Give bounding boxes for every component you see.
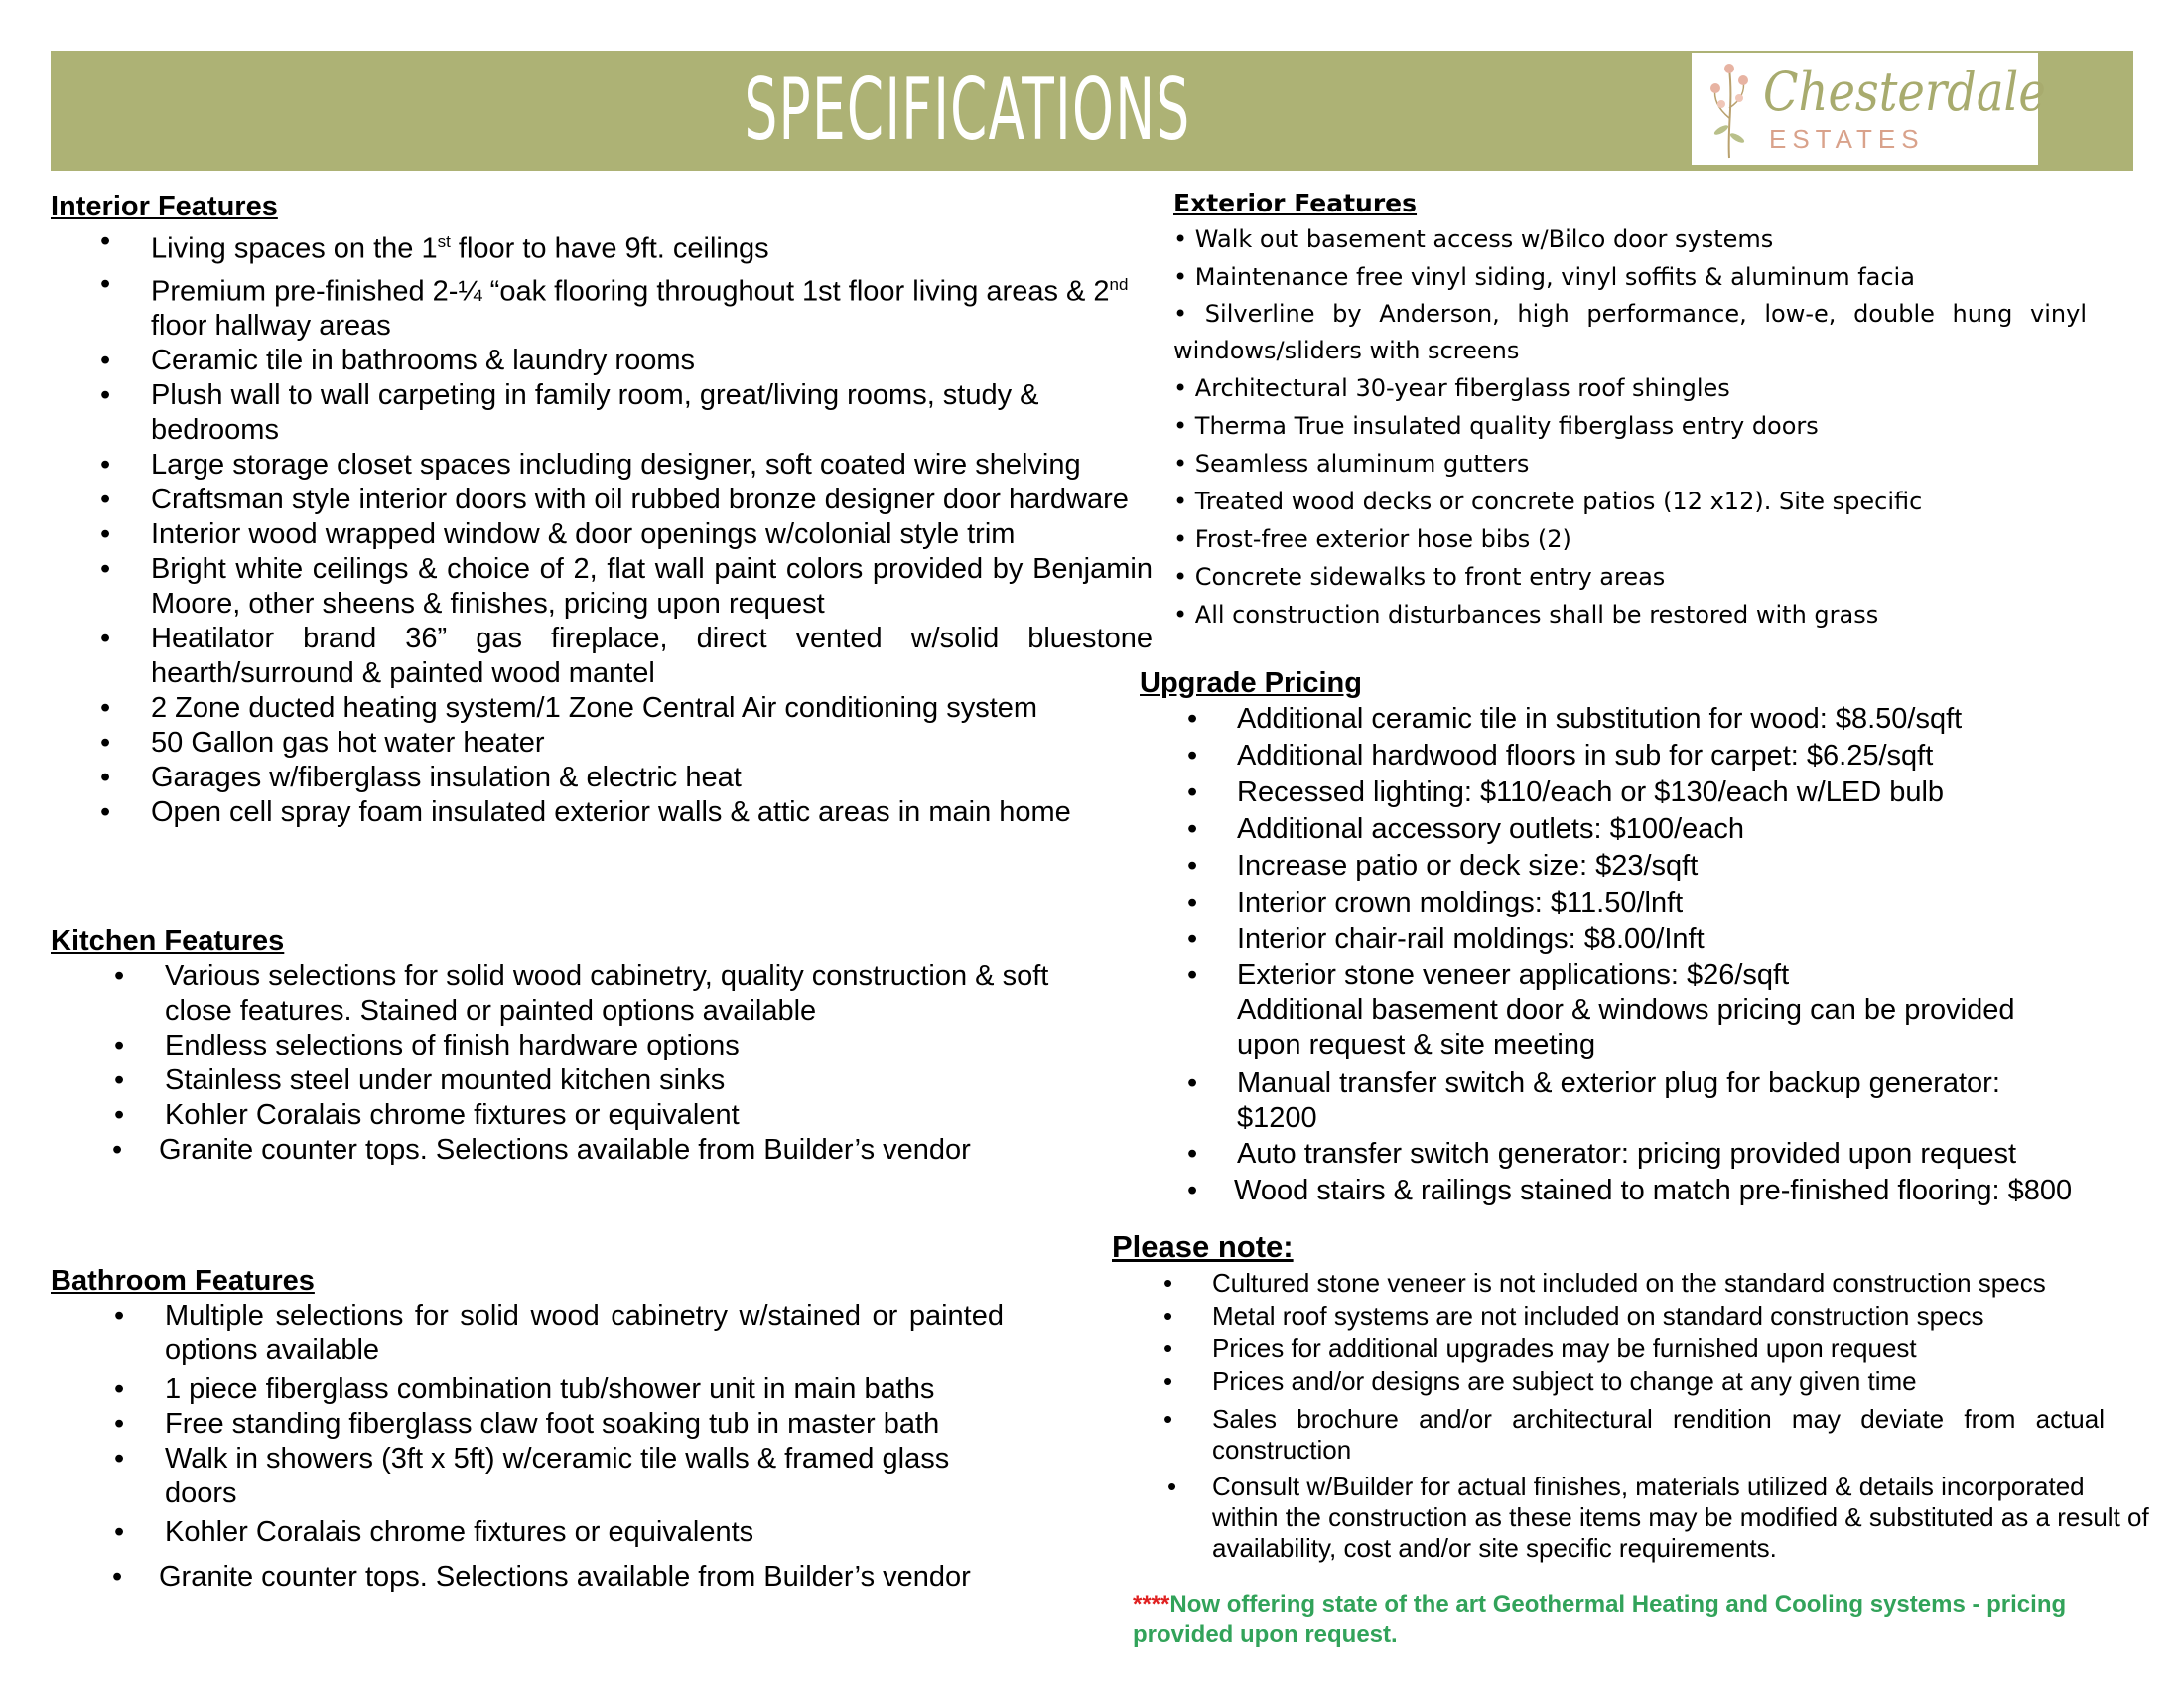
bullet-icon: • xyxy=(1187,813,1198,845)
notice-stars: **** xyxy=(1133,1591,1170,1618)
list-item: • Increase patio or deck size: $23/sqft xyxy=(1140,848,2132,885)
list-item: • Additional ceramic tile in substitution for wood: $8.50/sqft xyxy=(1140,701,2132,738)
upgrade-pricing-section xyxy=(1140,665,2132,1209)
bullet-icon: • xyxy=(114,960,125,992)
bathroom-features-list xyxy=(51,1299,1004,1595)
bullet-icon: • xyxy=(1163,1334,1173,1363)
bullet-icon: • xyxy=(100,692,111,725)
bullet-icon: • xyxy=(114,1408,125,1440)
list-item: • Maintenance free vinyl siding, vinyl soffits & aluminum facia xyxy=(1173,263,1915,291)
bullet-icon: • xyxy=(100,727,111,760)
list-item: • Plush wall to wall carpeting in family room, great/living rooms, study & bedrooms xyxy=(100,379,1039,447)
bullet-icon: • xyxy=(1187,887,1198,918)
exterior-features-list xyxy=(1173,220,2087,633)
list-item: • Interior chair-rail moldings: $8.00/Inft xyxy=(1140,921,2132,958)
bullet-icon: • xyxy=(100,518,111,551)
bathroom-features-section xyxy=(51,1263,1083,1595)
section-heading: Interior Features xyxy=(51,191,278,222)
interior-features-section xyxy=(51,189,1153,830)
list-item: • Additional hardwood floors in sub for carpet: $6.25/sqft xyxy=(1140,738,2132,774)
list-item: • Bright white ceilings & choice of 2, flat wall paint colors provided by Benjamin Moore, other sheens & finishes, pricing upon request xyxy=(100,553,1153,621)
bullet-icon: • xyxy=(1163,1268,1173,1298)
list-item: • Premium pre-finished 2-¼ “oak flooring throughout 1st floor living areas & 2nd floor hallway areas xyxy=(100,267,1129,343)
exterior-features-section xyxy=(1173,187,2087,633)
bullet-icon: • xyxy=(114,1516,125,1548)
list-item: • Silverline by Anderson, high performance, low-e, double hung vinyl windows/sliders with screens xyxy=(1173,300,2087,364)
bullet-icon: • xyxy=(1187,740,1198,772)
bullet-icon: • xyxy=(100,225,111,257)
bullet-icon: • xyxy=(1187,703,1198,735)
bullet-icon: • xyxy=(1187,1067,1198,1099)
bullet-icon: • xyxy=(1167,1472,1177,1501)
bullet-icon: • xyxy=(1187,776,1198,808)
list-item: • Exterior stone veneer applications: $26/sqft Additional basement door & windows pricing can be provided upon request & site meeting xyxy=(1140,958,2132,1062)
notice-text: Now offering state of the art Geothermal Heating and Cooling systems - pricing provided upon request. xyxy=(1133,1591,2067,1648)
list-item: • Concrete sidewalks to front entry areas xyxy=(1173,563,1666,591)
section-heading: Exterior Features xyxy=(1173,189,1418,217)
list-item: • Architectural 30-year fiberglass roof shingles xyxy=(1173,374,1730,402)
bullet-icon: • xyxy=(100,553,111,586)
list-item: • Granite counter tops. Selections available from Builder’s vendor xyxy=(112,1134,971,1166)
list-item: • Prices for additional upgrades may be furnished upon request xyxy=(1163,1334,1917,1363)
bullet-icon: • xyxy=(100,449,111,482)
list-item: • Stainless steel under mounted kitchen sinks xyxy=(114,1064,726,1096)
list-item: • Kohler Coralais chrome fixtures or equivalent xyxy=(114,1099,740,1131)
upgrade-pricing-list xyxy=(1140,701,2132,1209)
bullet-icon: • xyxy=(100,379,111,412)
bullet-icon: • xyxy=(100,484,111,516)
bullet-icon: • xyxy=(1187,1175,1198,1206)
bullet-icon: • xyxy=(1163,1404,1173,1434)
page-title: SPECIFICATIONS xyxy=(744,61,1191,160)
bullet-icon: • xyxy=(114,1030,125,1061)
list-item: • Open cell spray foam insulated exterior walls & attic areas in main home xyxy=(100,796,1071,829)
list-item: • Interior crown moldings: $11.50/lnft xyxy=(1140,885,2132,921)
list-item: • Granite counter tops. Selections available from Builder’s vendor xyxy=(112,1561,971,1593)
list-item: • Seamless aluminum gutters xyxy=(1173,450,1530,478)
bullet-icon: • xyxy=(1187,923,1198,955)
list-item: • Endless selections of finish hardware options xyxy=(114,1030,740,1061)
bullet-icon: • xyxy=(100,623,111,655)
section-heading: Please note: xyxy=(1112,1229,1294,1264)
list-item: • Consult w/Builder for actual finishes, materials utilized & details incorporated within the construction as these items may be modified & substituted as a result of availability, cost and/or site specific requirements. xyxy=(1167,1472,2149,1563)
logo-subtitle: ESTATES xyxy=(1769,124,1925,154)
list-item: • Recessed lighting: $110/each or $130/each w/LED bulb xyxy=(1140,774,2132,811)
list-item: • Auto transfer switch generator: pricing provided upon request xyxy=(1140,1136,2132,1173)
list-item: • Prices and/or designs are subject to change at any given time xyxy=(1163,1366,1917,1396)
list-item: • Wood stairs & railings stained to match pre-finished flooring: $800 xyxy=(1140,1173,2132,1209)
bullet-icon: • xyxy=(114,1443,125,1475)
bullet-icon: • xyxy=(114,1064,125,1096)
bullet-icon: • xyxy=(1187,959,1198,991)
bullet-icon: • xyxy=(1163,1301,1173,1331)
list-item: • Cultured stone veneer is not included on the standard construction specs xyxy=(1163,1268,2046,1298)
list-item: • Walk in showers (3ft x 5ft) w/ceramic tile walls & framed glass doors xyxy=(114,1443,950,1509)
bullet-icon: • xyxy=(100,345,111,377)
list-item: • Kohler Coralais chrome fixtures or equivalents xyxy=(114,1516,754,1548)
list-item: • Frost-free exterior hose bibs (2) xyxy=(1173,525,1571,553)
list-item: • Treated wood decks or concrete patios (12 x12). Site specific xyxy=(1173,488,1923,515)
list-item: • Walk out basement access w/Bilco door systems xyxy=(1173,225,1774,253)
bullet-icon: • xyxy=(112,1561,123,1593)
kitchen-features-section xyxy=(51,923,1143,1168)
section-heading: Kitchen Features xyxy=(51,925,285,957)
bullet-icon: • xyxy=(114,1300,125,1332)
bullet-icon: • xyxy=(1187,1138,1198,1170)
list-item: • Sales brochure and/or architectural rendition may deviate from actual construction xyxy=(1163,1404,2105,1465)
list-item: • Living spaces on the 1st floor to have 9ft. ceilings xyxy=(100,225,769,265)
list-item: • Ceramic tile in bathrooms & laundry rooms xyxy=(100,345,695,377)
section-heading: Upgrade Pricing xyxy=(1140,667,1362,699)
list-item: • Metal roof systems are not included on standard construction specs xyxy=(1163,1301,1984,1331)
please-note-section xyxy=(1112,1227,2164,1564)
list-item: • Various selections for solid wood cabinetry, quality construction & soft close features. Stained or painted options available xyxy=(114,960,1049,1027)
list-item: • Additional accessory outlets: $100/each xyxy=(1140,811,2132,848)
floral-sprig-icon xyxy=(1700,59,1759,162)
bullet-icon: • xyxy=(100,267,111,300)
interior-features-list xyxy=(51,224,1153,830)
bullet-icon: • xyxy=(1163,1366,1173,1396)
list-item: • Therma True insulated quality fiberglass entry doors xyxy=(1173,412,1819,440)
geothermal-notice xyxy=(1133,1589,2125,1650)
section-heading: Bathroom Features xyxy=(51,1265,315,1297)
list-item: • Manual transfer switch & exterior plug for backup generator: $1200 xyxy=(1187,1067,2000,1134)
list-item: • 2 Zone ducted heating system/1 Zone Central Air conditioning system xyxy=(100,692,1038,725)
list-item: • Heatilator brand 36” gas fireplace, direct vented w/solid bluestone hearth/surround & painted wood mantel xyxy=(100,623,1153,690)
list-item: • Craftsman style interior doors with oil rubbed bronze designer door hardware xyxy=(100,484,1129,516)
bullet-icon: • xyxy=(114,1099,125,1131)
list-item: • 1 piece fiberglass combination tub/shower unit in main baths xyxy=(114,1373,935,1405)
header-banner xyxy=(51,51,2133,171)
list-item: • Free standing fiberglass claw foot soaking tub in master bath xyxy=(114,1408,940,1440)
list-item: • All construction disturbances shall be restored with grass xyxy=(1173,601,1879,629)
bullet-icon: • xyxy=(1187,850,1198,882)
kitchen-features-list xyxy=(51,959,1063,1168)
list-item: • Multiple selections for solid wood cabinetry w/stained or painted options available xyxy=(114,1300,1004,1366)
bullet-icon: • xyxy=(114,1373,125,1405)
please-note-list xyxy=(1112,1267,2154,1564)
bullet-icon: • xyxy=(112,1134,123,1166)
logo xyxy=(1690,51,2046,167)
bullet-icon: • xyxy=(100,796,111,829)
list-item: • Garages w/fiberglass insulation & electric heat xyxy=(100,762,742,794)
list-item: • Large storage closet spaces including designer, soft coated wire shelving xyxy=(100,449,1081,482)
basement-pricing-note: Additional basement door & windows pricing can be provided upon request & site meeting xyxy=(1237,994,2015,1060)
logo-wordmark: Chesterdale xyxy=(1763,61,2046,123)
list-item: • Interior wood wrapped window & door openings w/colonial style trim xyxy=(100,518,1016,551)
bullet-icon: • xyxy=(100,762,111,794)
list-item: • 50 Gallon gas hot water heater xyxy=(100,727,545,760)
